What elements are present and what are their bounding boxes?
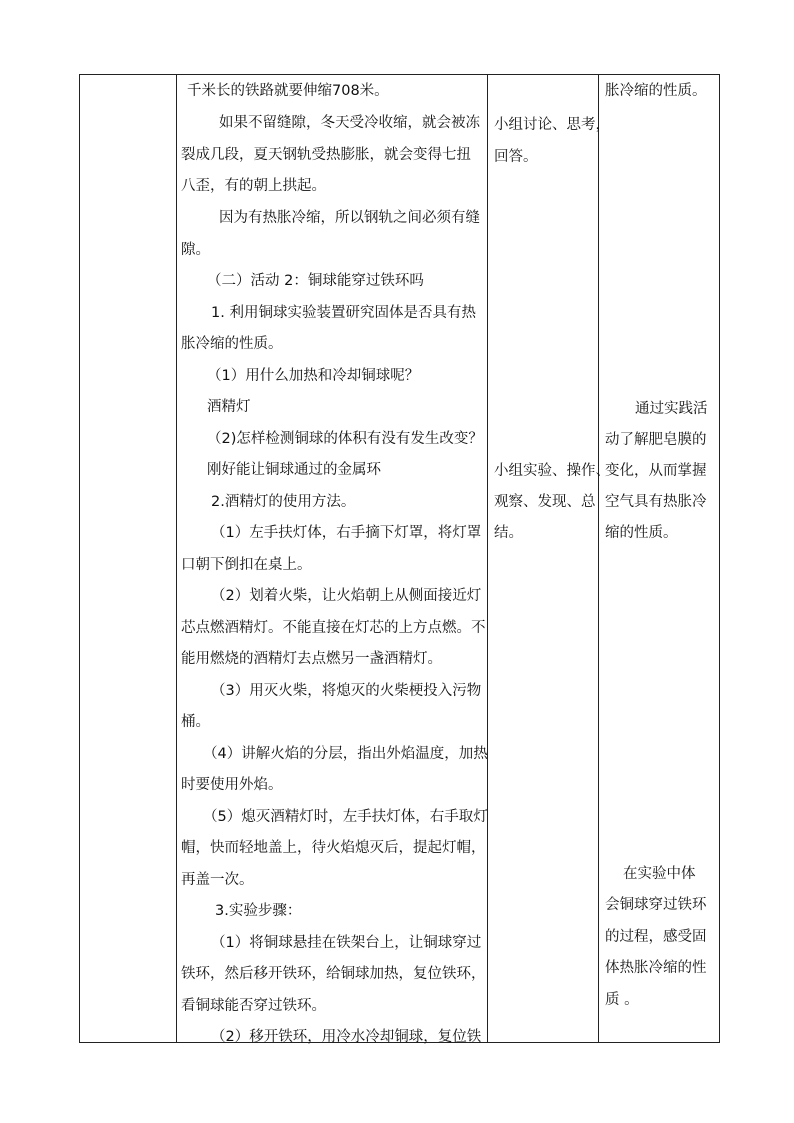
content-line: 因为有热胀冷缩，所以钢轨之间必须有缝 (219, 210, 480, 226)
student-line: 结。 (494, 525, 523, 541)
content-line: 口朝下倒扣在桌上。 (181, 557, 312, 573)
content-line: （5）熄灭酒精灯时，左手扶灯体，右手取灯 (203, 809, 488, 825)
content-line: 2.酒精灯的使用方法。 (211, 494, 356, 510)
content-line: 铁环，然后移开铁环，给铜球加热，复位铁环， (181, 966, 486, 982)
content-line: 桶。 (181, 714, 210, 730)
intent-line: 会铜球穿过铁环 (605, 897, 707, 913)
intent-line: 胀冷缩的性质。 (605, 83, 707, 99)
intent-line: 质 。 (605, 992, 639, 1008)
content-line: 再盖一次。 (181, 872, 254, 888)
intent-line: 通过实践活 (635, 401, 708, 417)
content-line: 帽，快而轻地盖上，待火焰熄灭后，提起灯帽， (181, 840, 486, 856)
student-line: 小组实验、操作、 (494, 463, 610, 479)
content-line: 裂成几段，夏天钢轨受热膨胀，就会变得七扭 (181, 147, 471, 163)
intent-line: 动了解肥皂膜的 (605, 432, 707, 448)
content-line: 刚好能让铜球通过的金属环 (207, 462, 381, 478)
empty-cell (80, 75, 177, 1043)
content-line: （2）划着火柴，让火焰朝上从侧面接近灯 (211, 588, 482, 604)
table-row (80, 75, 720, 1043)
teaching-content-cell (177, 75, 488, 1043)
content-line: （1）左手扶灯体，右手摘下灯罩，将灯罩 (211, 525, 482, 541)
student-line: 小组讨论、思考， (494, 117, 610, 133)
intent-line: 体热胀冷缩的性 (605, 960, 707, 976)
student-activity-cell (488, 75, 610, 1043)
content-line: 时要使用外焰。 (181, 777, 283, 793)
content-line: 能用燃烧的酒精灯去点燃另一盏酒精灯。 (181, 651, 442, 667)
intent-line: 缩的性质。 (605, 525, 678, 541)
content-line: 3.实验步骤： (215, 903, 302, 919)
intent-line: 的过程，感受固 (605, 929, 707, 945)
content-line: （3）用灭火柴，将熄灭的火柴梗投入污物 (211, 683, 482, 699)
intent-line: 空气具有热胀冷 (605, 494, 707, 510)
content-line: （2）移开铁环，用冷水冷却铜球，复位铁 (211, 1029, 482, 1045)
content-line: 芯点燃酒精灯。不能直接在灯芯的上方点燃。不 (181, 620, 486, 636)
content-line: （二）活动 2：铜球能穿过铁环吗 (207, 273, 424, 289)
content-line: 胀冷缩的性质。 (181, 336, 283, 352)
intent-line: 变化，从而掌握 (605, 463, 707, 479)
intent-line: 在实验中体 (623, 866, 696, 882)
content-line: 八歪，有的朝上拱起。 (181, 178, 326, 194)
content-line: 隙。 (181, 242, 210, 258)
content-line: （1）用什么加热和冷却铜球呢？ (207, 368, 420, 384)
content-line: （1）将铜球悬挂在铁架台上，让铜球穿过 (211, 935, 482, 951)
student-line: 观察、发现、总 (494, 494, 596, 510)
content-line: 如果不留缝隙，冬天受冷收缩，就会被冻 (219, 115, 480, 131)
content-line: 1. 利用铜球实验装置研究固体是否具有热 (211, 305, 476, 321)
design-intent-cell (599, 75, 720, 1043)
content-line: 千米长的铁路就要伸缩708米。 (187, 83, 389, 99)
content-line: 酒精灯 (207, 399, 251, 415)
content-line: （4）讲解火焰的分层，指出外焰温度，加热 (203, 746, 488, 762)
lesson-plan-table (79, 74, 720, 1043)
student-line: 回答。 (494, 149, 538, 165)
content-line: （2)怎样检测铜球的体积有没有发生改变？ (207, 431, 483, 447)
content-line: 看铜球能否穿过铁环。 (181, 998, 326, 1014)
